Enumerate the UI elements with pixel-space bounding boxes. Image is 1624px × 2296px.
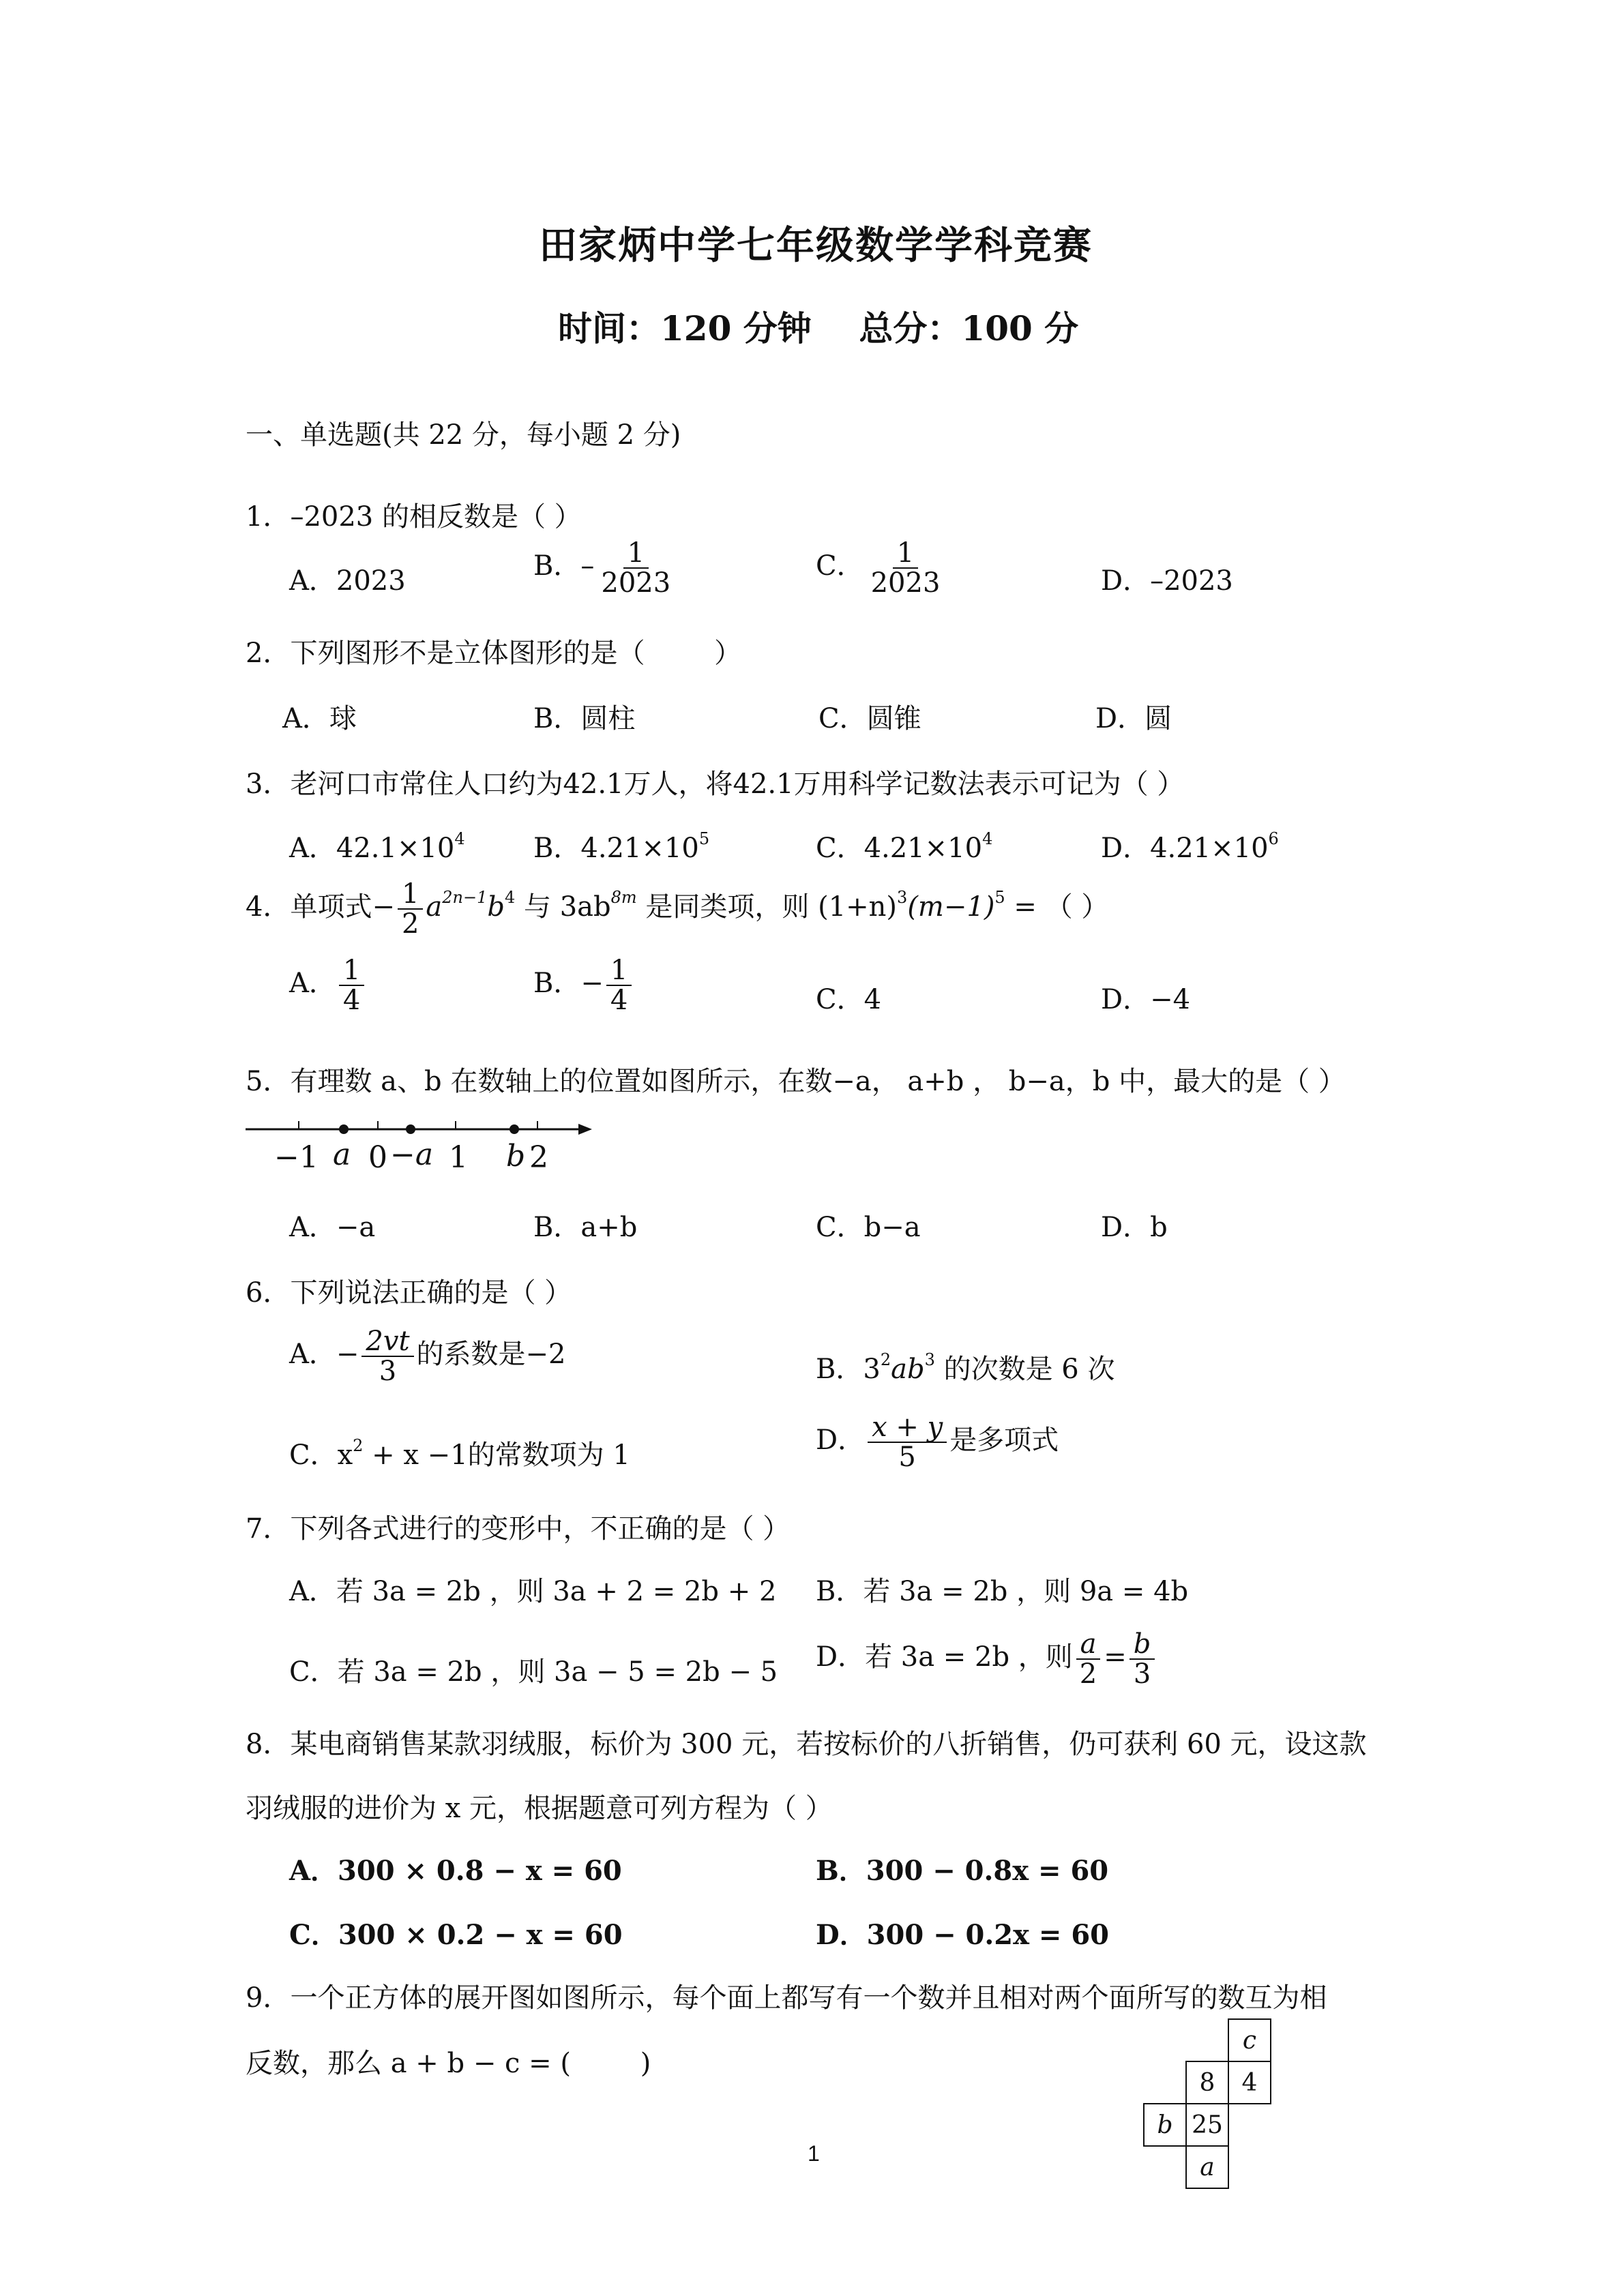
q4-option-b: B．− $\frac{1}{4}$ (533, 956, 634, 1015)
q2-option-b: B．圆柱 (533, 703, 636, 734)
question-2-stem: 2．下列图形不是立体图形的是（ ） (246, 638, 742, 669)
q7-option-a: A．若 3a = 2b ，则 3a + 2 = 2b + 2 (289, 1576, 777, 1607)
q2-option-c: C．圆锥 (818, 703, 921, 734)
q7-option-c: C．若 3a = 2b ，则 3a − 5 = 2b − 5 (289, 1656, 778, 1688)
q4-option-a: A． $\frac{1}{4}$ (289, 956, 367, 1015)
number-line-figure (244, 1112, 599, 1187)
q6-option-b: B．$3^2ab^3$ 的次数是 6 次 (816, 1350, 1115, 1385)
q2-option-a: A．球 (282, 703, 357, 734)
q3-option-d: D．$4.21\times 10^6$ (1101, 829, 1279, 864)
axis-tick-2: 2 (529, 1140, 548, 1175)
q7-option-b: B．若 3a = 2b ，则 9a = 4b (816, 1576, 1189, 1607)
net-cell-4: 4 (1228, 2061, 1271, 2104)
page-title: 田家炳中学七年级数学学科竞赛 (539, 223, 1093, 268)
axis-point-a: a (333, 1137, 351, 1172)
exam-subtitle: 时间：120 分钟 总分：100 分 (558, 308, 1079, 348)
question-3-stem: 3．老河口市常住人口约为42.1万人，将42.1万用科学记数法表示可记为（ ） (246, 769, 1185, 800)
question-1-stem: 1．–2023 的相反数是（ ） (246, 501, 582, 533)
question-8-stem-line2: 羽绒服的进价为 x 元，根据题意可列方程为（ ） (246, 1793, 833, 1824)
question-7-stem: 7．下列各式进行的变形中，不正确的是（ ） (246, 1513, 791, 1545)
q6-option-c: C．$x^2 + x -1$的常数项为 1 (289, 1435, 630, 1471)
question-8-stem-line1: 8．某电商销售某款羽绒服，标价为 300 元，若按标价的八折销售，仍可获利 60 元，设这款 (246, 1729, 1367, 1760)
q4-option-d: D．−4 (1101, 984, 1191, 1015)
net-cell-8: 8 (1185, 2061, 1229, 2104)
net-cell-b: b (1143, 2103, 1187, 2147)
q8-option-a: A．300 × 0.8 − x = 60 (289, 1855, 622, 1887)
section-heading: 一、单选题(共 22 分，每小题 2 分) (246, 419, 681, 451)
q3-option-b: B．$4.21\times 10^5$ (533, 829, 710, 864)
q1-option-a: A．2023 (289, 565, 406, 597)
q1-option-b: B．– $\frac{1}{2023}$ (533, 537, 671, 599)
question-6-stem: 6．下列说法正确的是（ ） (246, 1277, 572, 1309)
net-cell-c: c (1228, 2018, 1271, 2062)
q6-option-a: A．− $\frac{2vt}{3}$ 的系数是−2 (289, 1326, 566, 1387)
question-4-stem: 4．单项式− $\frac{1}{2}$ $a^{2n-1}b^4$ 与 $3ab^{8m}$ 是同类项，则 $(1+n)^3(m-1)^5$ = （ ） (246, 878, 1109, 940)
q1-option-c: C． $\frac{1}{2023}$ (816, 537, 941, 599)
q5-option-a: A．−a (289, 1212, 376, 1243)
q7-option-d: D．若 3a = 2b ，则 $\frac{a}{2}$ = $\frac{b}{3}$ (816, 1630, 1157, 1688)
axis-point-neg-a: −a (390, 1137, 434, 1172)
axis-tick-0: 0 (368, 1140, 387, 1175)
q8-option-b: B．300 − 0.8x = 60 (816, 1855, 1109, 1887)
q4-option-c: C．4 (816, 984, 882, 1015)
q1-option-d: D．–2023 (1101, 565, 1233, 597)
q2-option-d: D．圆 (1095, 703, 1172, 734)
net-cell-25: 25 (1185, 2103, 1229, 2147)
q8-option-d: D．300 − 0.2x = 60 (816, 1919, 1110, 1951)
q6-option-d: D． $\frac{x + y}{5}$ 是多项式 (816, 1412, 1059, 1473)
q5-option-b: B．a+b (533, 1212, 638, 1243)
axis-tick-1: 1 (449, 1140, 468, 1175)
q5-option-c: C．b−a (816, 1212, 921, 1243)
q5-option-d: D．b (1101, 1212, 1168, 1243)
number-line (244, 1112, 599, 1139)
question-5-stem: 5．有理数 a、b 在数轴上的位置如图所示，在数−a， a+b ， b−a，b 中，最大的是（ ） (246, 1066, 1346, 1097)
q3-option-c: C．$4.21\times 10^4$ (816, 829, 993, 864)
axis-tick-minus-1: −1 (274, 1140, 319, 1175)
question-9-stem-line2: 反数，那么 a + b − c = ( ) (246, 2048, 651, 2079)
q3-option-a: A．$42.1\times 10^4$ (289, 829, 465, 864)
axis-point-b: b (506, 1139, 526, 1174)
page-number: 1 (808, 2141, 820, 2166)
q8-option-c: C．300 × 0.2 − x = 60 (289, 1919, 623, 1951)
net-cell-a: a (1185, 2145, 1229, 2189)
question-9-stem-line1: 9．一个正方体的展开图如图所示，每个面上都写有一个数并且相对两个面所写的数互为相 (246, 1982, 1327, 2014)
